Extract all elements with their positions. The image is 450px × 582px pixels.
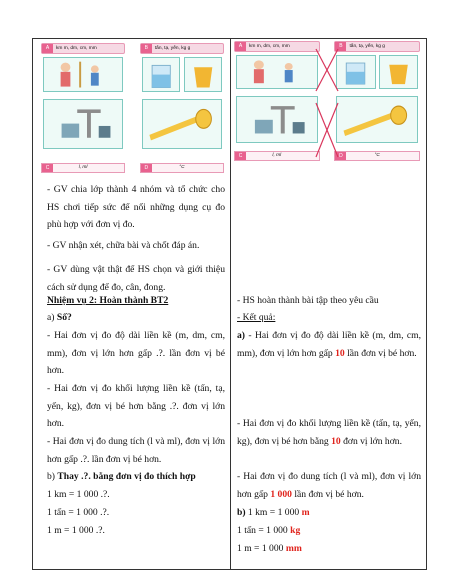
answer-a2: - Hai đơn vị đo khối lượng liền kề (tấn, tạ, yến, kg), đơn vị bé hơn bằng 10 đơn vị lớn hơn. (237, 418, 421, 447)
lesson-table (32, 38, 427, 570)
panel-c: C l, ml (41, 163, 125, 173)
teacher-measuring-image (43, 57, 123, 92)
panel-d: D °C (140, 163, 224, 173)
question-a3: - Hai đơn vị đo dung tích (l và ml), đơn vị lớn hơn gấp .?. lần đơn vị bé hơn. (47, 436, 225, 465)
question-b1: 1 km = 1 000 .?. (47, 489, 110, 500)
panel-scale (41, 99, 125, 150)
teacher-step-1: - GV chia lớp thành 4 nhóm và tổ chức cho HS chơi tiếp sức để nối những dụng cụ đo phù hợp với đơn vị đo. (47, 184, 225, 231)
part-b-heading: b) Thay .?. bằng đơn vị đo thích hợp (47, 471, 196, 482)
question-b3: 1 m = 1 000 .?. (47, 525, 105, 536)
beaker-image (142, 57, 180, 92)
question-b2: 1 tấn = 1 000 .?. (47, 507, 110, 518)
panel-b-answer: B tấn, tạ, yến, kg g (334, 41, 420, 91)
teacher-step-2: - GV nhận xét, chữa bài và chốt đáp án. (47, 240, 200, 251)
panel-tape-answer (334, 96, 420, 146)
panel-d-answer: D °C (334, 151, 420, 161)
tape-measure-image (336, 96, 418, 144)
answer-b3: 1 m = 1 000 mm (237, 543, 302, 554)
matching-answer-figure (234, 41, 420, 165)
matching-exercise-figure (41, 43, 224, 171)
panel-a: A km m, dm, cm, mm (41, 43, 125, 94)
answer-a1: a) - Hai đơn vị đo độ dài liền kề (m, dm, cm, mm), đơn vị lớn hơn gấp 10 lần đơn vị bé hơn. (237, 330, 421, 359)
panel-tape (140, 99, 224, 150)
answer-b2: 1 tấn = 1 000 kg (237, 525, 301, 536)
bucket-image (184, 57, 222, 92)
tape-measure-image (142, 99, 222, 148)
answer-a3: - Hai đơn vị đo dung tích (l và ml), đơn vị lớn hơn gấp 1 000 lần đơn vị bé hơn. (237, 471, 421, 500)
student-activity-column (231, 39, 426, 569)
question-a1: - Hai đơn vị đo độ dài liền kề (m, dm, cm, mm), đơn vị lớn hơn gấp .?. lần đơn vị bé hơn. (47, 330, 225, 377)
result-label: - Kết quả: (237, 312, 276, 323)
task-2-title: Nhiệm vụ 2: Hoàn thành BT2 (47, 295, 169, 306)
question-a2: - Hai đơn vị đo khối lượng liền kề (tấn, tạ, yến, kg), đơn vị bé hơn bằng .?. đơn vị lớn hơn. (47, 383, 225, 430)
panel-scale-answer (234, 96, 320, 146)
answer-b1: b) 1 km = 1 000 m (237, 507, 310, 518)
beaker-image (336, 55, 375, 89)
panel-a-answer: A km m, dm, cm, mm (234, 41, 320, 91)
scale-image (43, 99, 123, 148)
bucket-image (379, 55, 418, 89)
student-step-1: - HS hoàn thành bài tập theo yêu cầu (237, 295, 379, 306)
panel-b: B tấn, tạ, yến, kg g (140, 43, 224, 94)
teacher-measuring-image (236, 55, 318, 89)
teacher-step-3: - GV dùng vật thật để HS chọn và giới thiệu cách sử dụng để đo, cân, đong. (47, 264, 225, 293)
part-a-heading: a) Số? (47, 312, 72, 323)
teacher-activity-column (33, 39, 230, 569)
scale-image (236, 96, 318, 144)
panel-c-answer: C l, ml (234, 151, 320, 161)
